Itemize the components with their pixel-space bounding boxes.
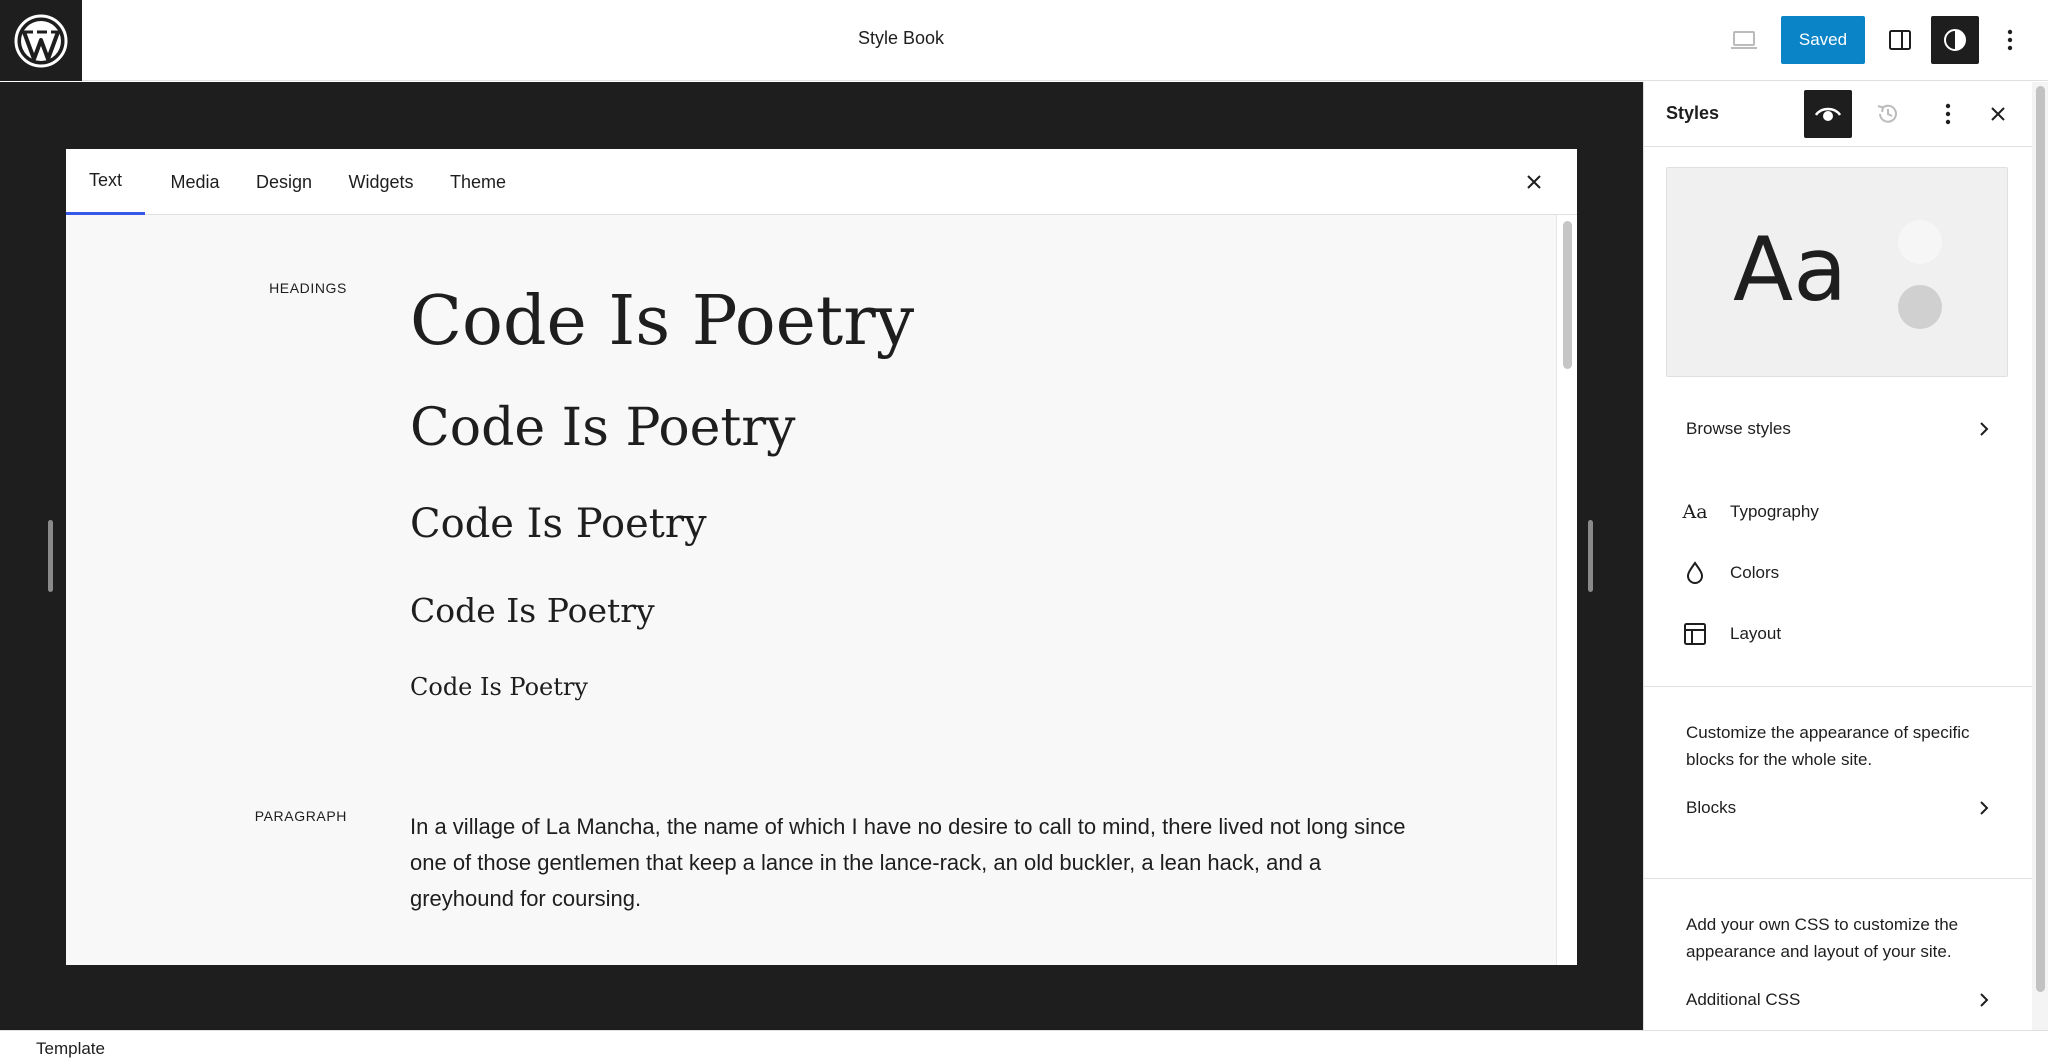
block-breadcrumb-bar (0, 1030, 2048, 1064)
chevron-right-icon (1972, 417, 1996, 441)
layout-item[interactable] (1666, 610, 2010, 658)
typography-label: Typography (1730, 502, 1819, 521)
style-book-scrollbar[interactable] (1556, 215, 1577, 965)
blocks-description: Customize the appearance of specific blocks for the whole site. (1686, 723, 1970, 769)
typography-icon: Aa (1682, 501, 1708, 523)
options-menu-button[interactable] (1986, 16, 2034, 64)
browse-styles-label: Browse styles (1686, 419, 1791, 438)
scrollbar-thumb[interactable] (2036, 86, 2045, 992)
tab-media[interactable]: Media (170, 171, 220, 192)
saved-button[interactable]: Saved (1781, 16, 1865, 64)
editor-canvas (0, 82, 1643, 1030)
droplet-icon (1682, 561, 1708, 585)
heading-1-example[interactable]: Code Is Poetry (410, 282, 915, 361)
styles-toggle-button[interactable] (1931, 16, 1979, 64)
tab-theme[interactable]: Theme (449, 171, 507, 192)
breadcrumb-template[interactable]: Template (36, 1039, 105, 1058)
paragraph-example[interactable]: In a village of La Mancha, the name of which I have no desire to call to mind, there lived not long since one of those gentlemen that keep a lance in the lance-rack, an old buckler, a lean hack, and a greyhound for coursing. (410, 814, 1406, 911)
device-preview-button[interactable] (1720, 16, 1768, 64)
heading-2-example[interactable]: Code Is Poetry (410, 398, 796, 458)
eye-icon (1815, 105, 1841, 123)
heading-5-example[interactable]: Code Is Poetry (410, 673, 588, 701)
layout-label: Layout (1730, 624, 1782, 643)
settings-toggle-button[interactable] (1876, 16, 1924, 64)
styles-actions-button[interactable] (1924, 90, 1972, 138)
preview-color-swatch-secondary (1898, 285, 1942, 329)
close-icon (1526, 174, 1542, 190)
section-divider (1644, 878, 2032, 879)
additional-css-label: Additional CSS (1686, 990, 1801, 1009)
left-resize-handle[interactable] (48, 520, 53, 592)
chevron-right-icon (1972, 988, 1996, 1012)
editor-header (0, 0, 2048, 81)
style-book-tabs (66, 149, 1577, 215)
styles-sidebar (1643, 82, 2048, 1030)
history-icon (1875, 101, 1901, 127)
browse-styles-button[interactable] (1666, 405, 2010, 453)
blocks-button[interactable] (1666, 784, 2010, 832)
sidebar-title: Styles (1666, 103, 1720, 123)
style-book-panel (66, 149, 1577, 965)
preview-color-swatch-primary (1898, 220, 1942, 264)
colors-item[interactable] (1666, 549, 2010, 597)
headings-section-label: HEADINGS (269, 280, 347, 296)
preview-typography-sample: Aa (1733, 218, 1848, 321)
layout-icon (1682, 622, 1708, 646)
heading-4-example[interactable]: Code Is Poetry (410, 591, 655, 630)
sidebar-header (1644, 82, 2032, 147)
more-vertical-icon (2007, 29, 2013, 51)
right-resize-handle[interactable] (1588, 520, 1593, 592)
sidebar-scrollbar[interactable] (2032, 82, 2048, 1030)
close-icon (1990, 106, 2006, 122)
close-style-book-button[interactable] (1518, 166, 1550, 198)
tab-text[interactable]: Text (66, 149, 145, 215)
style-variation-preview[interactable] (1666, 167, 2008, 377)
scrollbar-thumb[interactable] (1563, 221, 1572, 369)
laptop-icon (1730, 29, 1758, 51)
blocks-label: Blocks (1686, 798, 1737, 817)
tab-widgets[interactable]: Widgets (348, 171, 414, 192)
colors-label: Colors (1730, 563, 1780, 582)
close-styles-button[interactable] (1974, 90, 2022, 138)
revisions-button[interactable] (1864, 90, 1912, 138)
chevron-right-icon (1972, 796, 1996, 820)
document-title[interactable]: Style Book (857, 28, 945, 48)
typography-item[interactable] (1666, 488, 2010, 536)
style-book-button[interactable] (1804, 90, 1852, 138)
additional-css-button[interactable] (1666, 976, 2010, 1024)
section-divider (1644, 686, 2032, 687)
contrast-icon (1942, 27, 1968, 53)
css-description: Add your own CSS to customize the appearance and layout of your site. (1686, 915, 1959, 961)
tab-design[interactable]: Design (255, 171, 313, 192)
heading-3-example[interactable]: Code Is Poetry (410, 501, 707, 547)
paragraph-section-label: PARAGRAPH (254, 808, 347, 824)
more-vertical-icon (1945, 103, 1951, 125)
sidebar-icon (1888, 28, 1912, 52)
